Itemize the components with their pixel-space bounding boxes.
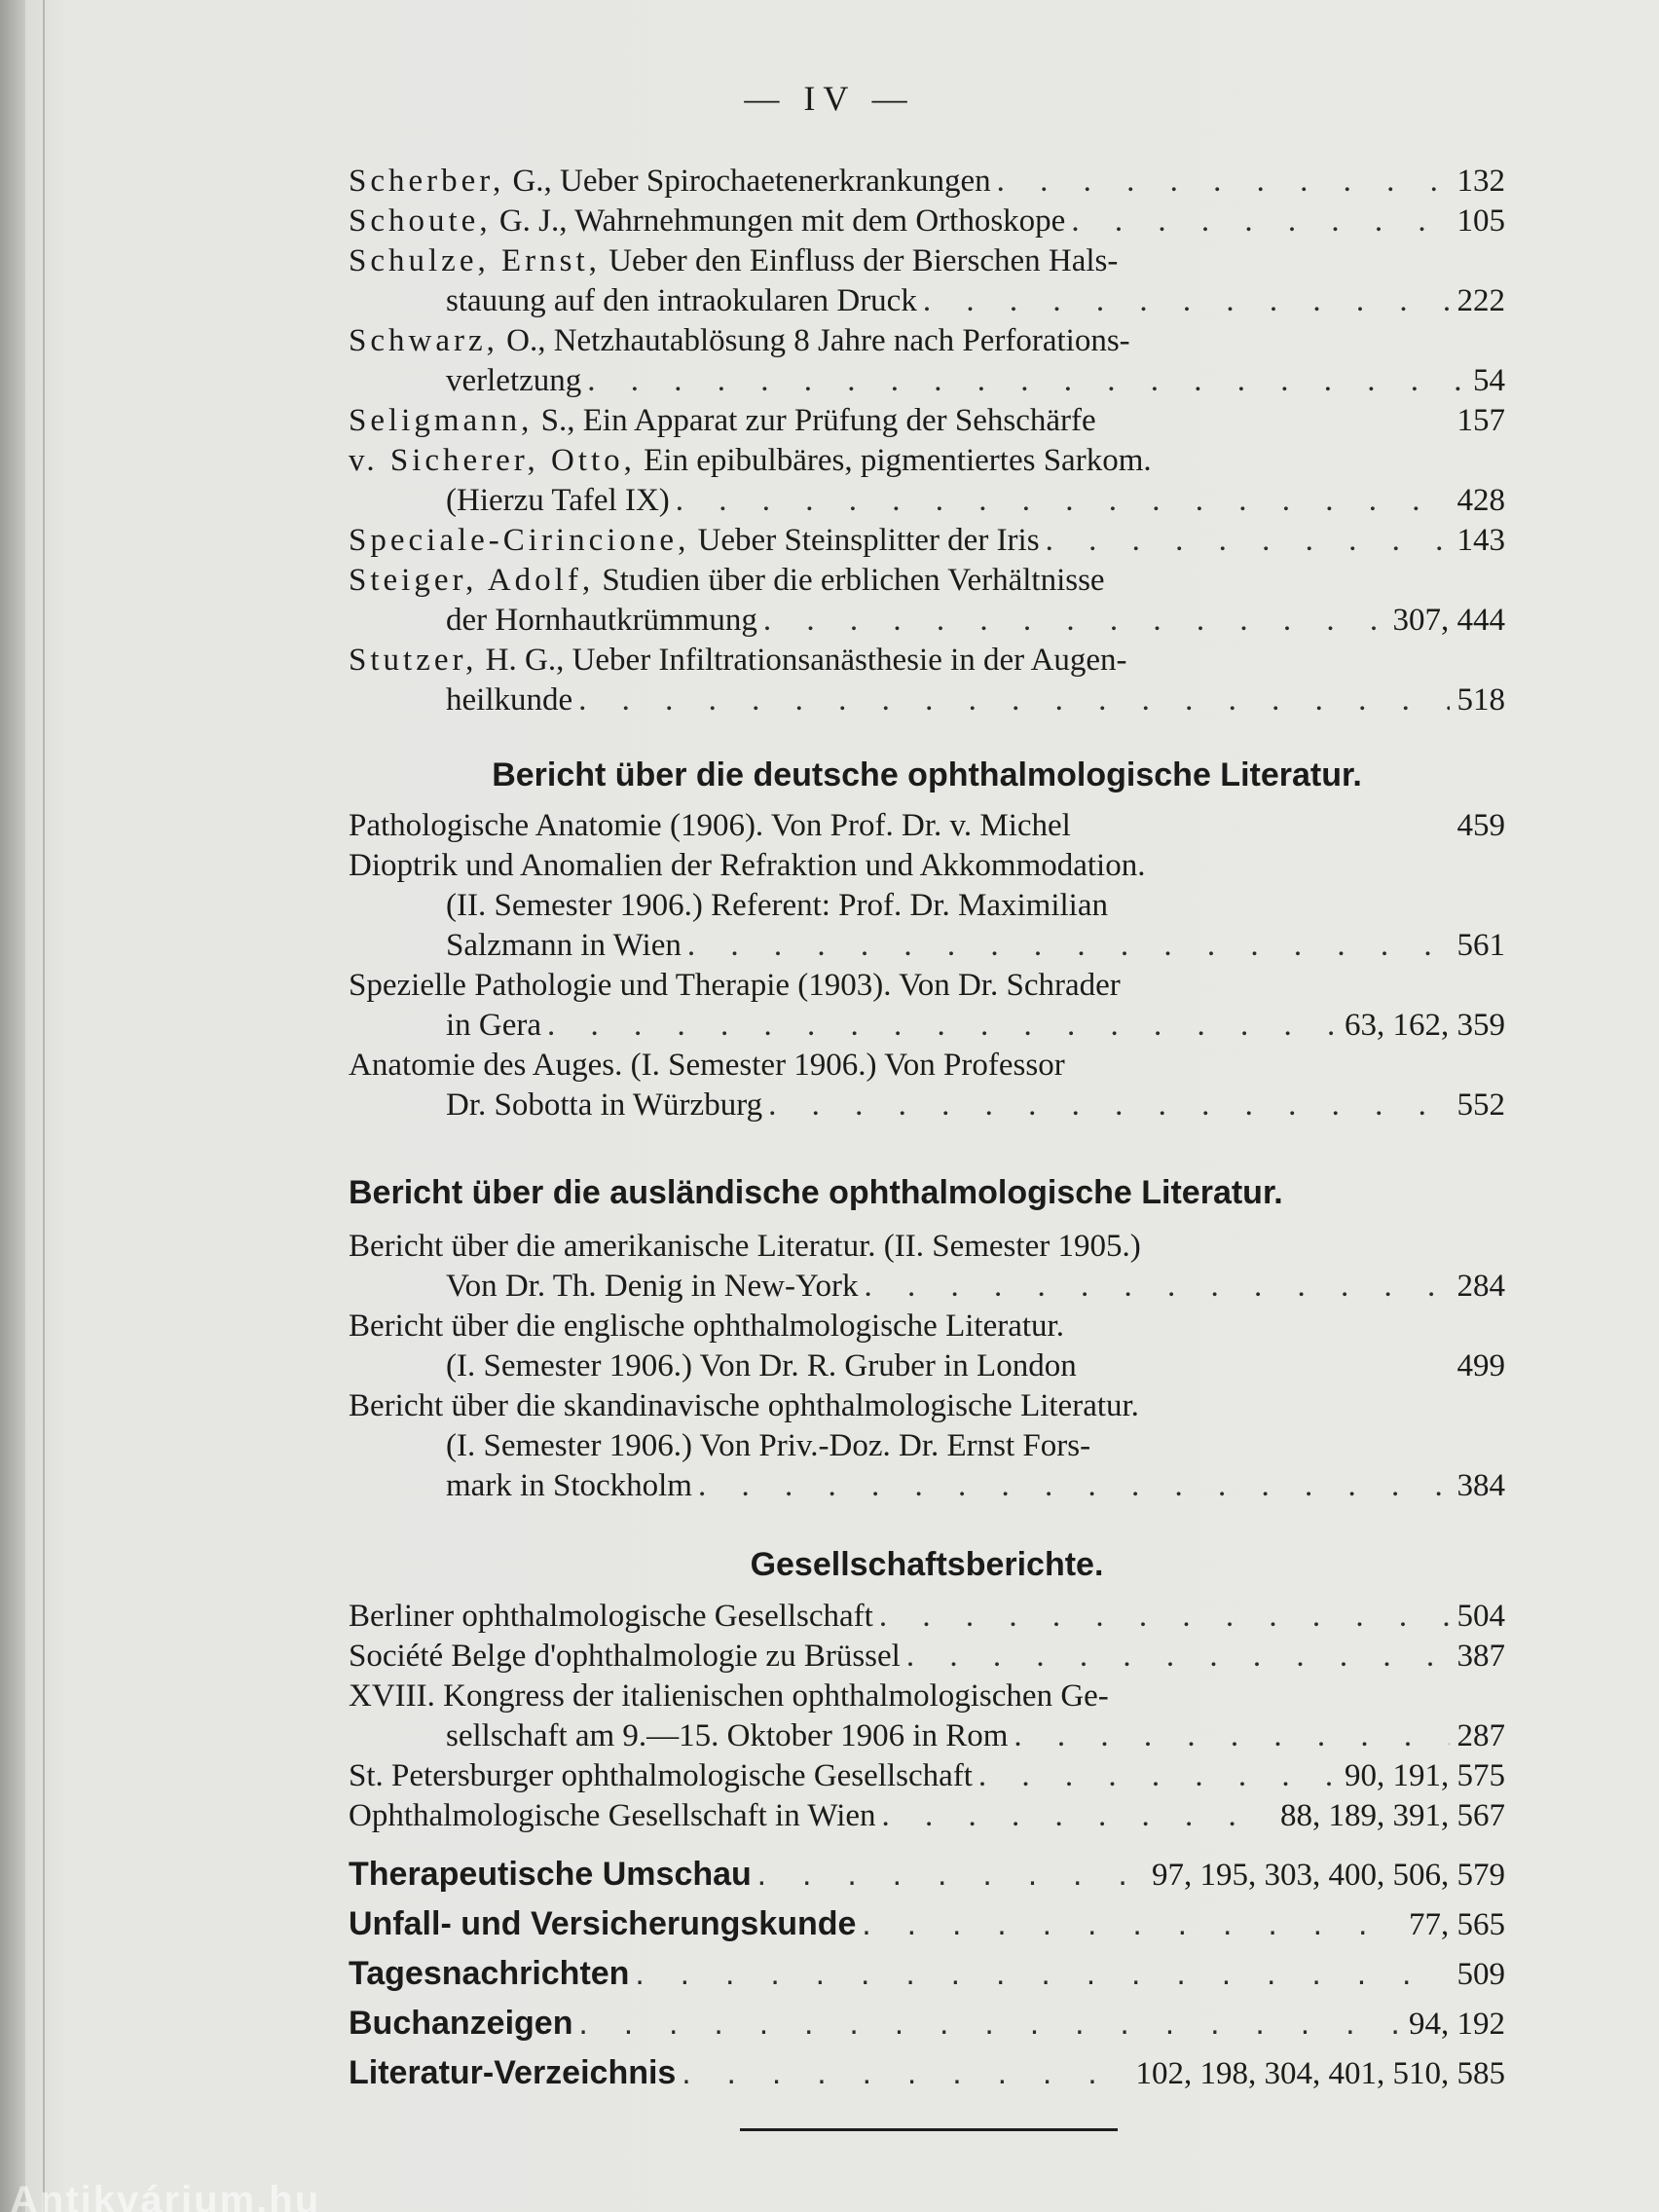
toc-line [349, 1006, 1505, 1046]
toc-line [349, 361, 1505, 401]
toc-entry [349, 1307, 1505, 1386]
toc-title-text: Von Dr. Th. Denig in New-York [446, 1269, 859, 1304]
dot-leader [762, 1086, 1449, 1125]
page-ref: 90, 191, 575 [1345, 1758, 1505, 1793]
toc-line [349, 521, 1505, 561]
toc-entry [349, 1999, 1505, 2048]
toc-entry [349, 1637, 1505, 1677]
toc-title [349, 641, 1127, 681]
toc-title-text: stauung auf den intraokularen Druck [446, 283, 917, 318]
toc-title [349, 1597, 873, 1637]
dot-leader [670, 481, 1450, 521]
toc-line [349, 641, 1505, 681]
toc-title-text: Dioptrik und Anomalien der Refraktion und Akkommodation. [349, 848, 1146, 883]
dot-leader [876, 1796, 1272, 1836]
toc-entry [349, 966, 1505, 1046]
toc-line [349, 1466, 1505, 1506]
toc-title [446, 1086, 762, 1125]
toc-title-text: St. Petersburger ophthalmologische Gesellschaft [349, 1758, 973, 1793]
toc-title [349, 1756, 973, 1796]
toc-entry [349, 846, 1505, 966]
page-ref: 504 [1456, 1599, 1505, 1634]
toc-line [349, 1086, 1505, 1125]
toc-line [349, 1426, 1505, 1466]
heading-deutsche-literatur: Bericht über die deutsche ophthalmologische Literatur. [492, 756, 1362, 793]
toc-title-text: Société Belge d'ophthalmologie zu Brüssel [349, 1639, 901, 1674]
toc-title [446, 1466, 692, 1506]
toc-entry [349, 202, 1505, 241]
dot-leader [873, 1597, 1450, 1637]
page-ref: 54 [1473, 363, 1505, 398]
toc-title [349, 1307, 1064, 1346]
page-ref: 105 [1456, 203, 1505, 239]
toc-title-text: mark in Stockholm [446, 1468, 692, 1503]
toc-line [349, 561, 1505, 601]
toc-title [349, 441, 1152, 481]
toc-author: Stutzer, [349, 643, 478, 678]
toc-title-text: Studien über die erblichen Verhältnisse [594, 563, 1105, 598]
toc-author: v. Sicherer, Otto, [349, 443, 636, 478]
toc-title [349, 1046, 1065, 1086]
page-ref: 287 [1456, 1718, 1505, 1753]
toc-line [349, 1227, 1505, 1267]
heading-gesellschaftsberichte: Gesellschaftsberichte. [750, 1546, 1104, 1583]
page-ref: 518 [1456, 682, 1505, 718]
dot-leader [752, 1850, 1144, 1898]
page-ref: 428 [1456, 483, 1505, 518]
toc-title [349, 1900, 856, 1948]
dot-leader [1040, 521, 1450, 561]
dot-leader [859, 1267, 1450, 1307]
toc-title-text: (I. Semester 1906.) Von Priv.-Doz. Dr. Ernst Fors- [446, 1428, 1091, 1463]
toc-title-text: Bericht über die amerikanische Literatur. (II. Semester 1905.) [349, 1229, 1141, 1264]
toc-author: Schulze, Ernst, [349, 243, 601, 278]
toc-line [349, 886, 1505, 926]
toc-title-text: Pathologische Anatomie (1906). Von Prof. Dr. v. Michel [349, 808, 1071, 843]
page-ref: 102, 198, 304, 401, 510, 585 [1135, 2056, 1505, 2091]
toc-line [349, 1346, 1505, 1386]
toc-title [446, 601, 757, 641]
dot-leader [572, 681, 1449, 720]
toc-line [349, 1597, 1505, 1637]
toc-line [349, 601, 1505, 641]
toc-line [349, 162, 1505, 202]
page-ref: 88, 189, 391, 567 [1280, 1798, 1505, 1833]
toc-entry [349, 241, 1505, 321]
toc-title-text: Ophthalmologische Gesellschaft in Wien [349, 1798, 876, 1833]
toc-entry [349, 1227, 1505, 1307]
toc-line [349, 806, 1505, 846]
dot-leader [629, 1949, 1449, 1997]
toc-title [349, 1851, 752, 1899]
heading-auslaendische-literatur: Bericht über die ausländische ophthalmologische Literatur. [349, 1174, 1283, 1211]
toc-title-text: H. G., Ueber Infiltrationsanästhesie in der Augen- [477, 643, 1127, 678]
toc-entry [349, 401, 1505, 441]
toc-line [349, 321, 1505, 361]
toc-line [349, 681, 1505, 720]
toc-title-text: Salzmann in Wien [446, 928, 682, 963]
toc-entry [349, 1677, 1505, 1756]
toc-title-text: Ueber Steinsplitter der Iris [689, 523, 1040, 558]
toc-title-text: Anatomie des Auges. (I. Semester 1906.) Von Professor [349, 1048, 1065, 1083]
toc-title-text: der Hornhautkrümmung [446, 603, 757, 638]
toc-title-text: Literatur-Verzeichnis [349, 2054, 677, 2091]
gesellschaftsberichte-entries [349, 1597, 1505, 1836]
toc-title-text: Buchanzeigen [349, 2005, 573, 2042]
toc-title-text: (I. Semester 1906.) Von Dr. R. Gruber in London [446, 1348, 1077, 1383]
toc-title [349, 846, 1145, 886]
toc-entry [349, 1756, 1505, 1796]
page-ref: 561 [1456, 928, 1505, 963]
toc-title [349, 1796, 876, 1836]
watermark: Antikvárium.hu [10, 2179, 321, 2212]
toc-title [349, 2049, 676, 2097]
dot-leader [682, 926, 1450, 966]
closing-rule [740, 2128, 1118, 2131]
toc-title-text: Berliner ophthalmologische Gesellschaft [349, 1599, 873, 1634]
toc-title-text: Unfall- und Versicherungskunde [349, 1905, 857, 1942]
toc-author: Schoute, [349, 203, 492, 239]
toc-title-text: (Hierzu Tafel IX) [446, 483, 670, 518]
toc-line [349, 966, 1505, 1006]
dot-leader [757, 601, 1385, 641]
toc-line [349, 1046, 1505, 1086]
page-ref: 307, 444 [1392, 603, 1505, 638]
toc-title-text: Spezielle Pathologie und Therapie (1903). Von Dr. Schrader [349, 968, 1121, 1003]
page-ref: 157 [1456, 403, 1505, 438]
toc-title [349, 1227, 1141, 1267]
gutter-edge [43, 0, 45, 2212]
toc-title [349, 401, 1096, 441]
toc-title [446, 1426, 1090, 1466]
dot-leader [856, 1899, 1401, 1947]
toc-entry [349, 1386, 1505, 1506]
toc-title-text: G., Ueber Spirochaetenerkrankungen [504, 164, 991, 199]
dot-leader [692, 1466, 1450, 1506]
toc-author: Speciale-Cirincione, [349, 523, 690, 558]
page-ref: 499 [1456, 1348, 1505, 1383]
toc-line [349, 1386, 1505, 1426]
page-ref: 509 [1456, 1957, 1505, 1992]
toc-title [349, 162, 991, 202]
page-ref: 222 [1456, 283, 1505, 318]
toc-title [446, 481, 670, 521]
toc-entry [349, 1796, 1505, 1836]
toc-line [349, 202, 1505, 241]
page-ref: 387 [1456, 1639, 1505, 1674]
toc-line [349, 1850, 1505, 1899]
toc-author: Steiger, Adolf, [349, 563, 595, 598]
toc-entry [349, 806, 1505, 846]
toc-title [446, 926, 682, 966]
toc-line [349, 1637, 1505, 1677]
toc-title [349, 561, 1105, 601]
dot-leader [676, 2048, 1127, 2096]
toc-entry [349, 1597, 1505, 1637]
toc-entry [349, 1850, 1505, 1899]
toc-title [446, 1267, 859, 1307]
dot-leader [541, 1006, 1337, 1046]
page-ref: 384 [1456, 1468, 1505, 1503]
toc-entry [349, 561, 1505, 641]
toc-title-text: Ein epibulbäres, pigmentiertes Sarkom. [635, 443, 1152, 478]
toc-author: Seligmann, [349, 403, 534, 438]
toc-title-text: (II. Semester 1906.) Referent: Prof. Dr. Maximilian [446, 888, 1108, 923]
toc-title [446, 1346, 1077, 1386]
toc-title [349, 2000, 572, 2047]
toc-title-text: G. J., Wahrnehmungen mit dem Orthoskope [491, 203, 1066, 239]
toc-line [349, 481, 1505, 521]
page-ref: 97, 195, 303, 400, 506, 579 [1152, 1858, 1505, 1893]
dot-leader [581, 361, 1465, 401]
toc-title [349, 321, 1130, 361]
toc-title [446, 361, 581, 401]
toc-title-text: Bericht über die skandinavische ophthalmologische Literatur. [349, 1388, 1139, 1423]
toc-title [349, 1950, 629, 1998]
toc-title-text: sellschaft am 9.—15. Oktober 1906 in Rom [446, 1718, 1009, 1753]
toc-title [349, 1637, 901, 1677]
toc-line [349, 401, 1505, 441]
toc-line [349, 1796, 1505, 1836]
toc-entry [349, 1949, 1505, 1999]
toc-entry [349, 521, 1505, 561]
toc-title-text: XVIII. Kongress der italienischen ophthalmologischen Ge- [349, 1678, 1109, 1714]
book-gutter [0, 0, 25, 2212]
toc-entry [349, 1046, 1505, 1125]
toc-entry [349, 641, 1505, 720]
toc-title [446, 1006, 541, 1046]
toc-line [349, 1677, 1505, 1716]
toc-title-text: heilkunde [446, 682, 573, 718]
toc-title-text: Tagesnachrichten [349, 1955, 630, 1992]
toc-title [349, 1677, 1109, 1716]
toc-line [349, 1899, 1505, 1949]
toc-title [446, 1716, 1008, 1756]
toc-line [349, 281, 1505, 321]
toc-title-text: Bericht über die englische ophthalmologische Literatur. [349, 1309, 1064, 1344]
page-ref: 132 [1456, 164, 1505, 199]
dot-leader [1065, 202, 1449, 241]
toc-line [349, 1267, 1505, 1307]
toc-author: Scherber, [349, 164, 505, 199]
toc-title-text: O., Netzhautablösung 8 Jahre nach Perforations- [498, 323, 1130, 358]
toc-title-text: Therapeutische Umschau [349, 1856, 752, 1893]
toc-entry [349, 1899, 1505, 1949]
dot-leader [1008, 1716, 1449, 1756]
toc-title [349, 521, 1040, 561]
toc-title [446, 681, 572, 720]
dot-leader [917, 281, 1450, 321]
toc-line [349, 1716, 1505, 1756]
toc-title-text: in Gera [446, 1008, 542, 1043]
toc-title-text: Ueber den Einfluss der Bierschen Hals- [600, 243, 1119, 278]
page-ref: 94, 192 [1409, 2007, 1505, 2042]
toc-entry [349, 441, 1505, 521]
auslaendische-literatur-entries [349, 1227, 1505, 1506]
dot-leader [973, 1756, 1337, 1796]
toc-line [349, 1307, 1505, 1346]
toc-title [349, 202, 1065, 241]
toc-line [349, 846, 1505, 886]
toc-title-text: Dr. Sobotta in Würzburg [446, 1088, 763, 1123]
page-ref: 143 [1456, 523, 1505, 558]
toc-line [349, 2048, 1505, 2098]
dot-leader [901, 1637, 1450, 1677]
toc-entry [349, 162, 1505, 202]
toc-title-text: verletzung [446, 363, 582, 398]
page-number: — IV — [744, 79, 915, 118]
toc-title-text: S., Ein Apparat zur Prüfung der Sehschärfe [533, 403, 1096, 438]
toc-line [349, 926, 1505, 966]
deutsche-literatur-entries [349, 806, 1505, 1125]
author-entries [349, 162, 1505, 720]
toc-author: Schwarz, [349, 323, 498, 358]
page-ref: 77, 565 [1409, 1907, 1505, 1942]
page-ref: 63, 162, 359 [1345, 1008, 1505, 1043]
misc-sections [349, 1850, 1505, 2098]
page-ref: 284 [1456, 1269, 1505, 1304]
page-ref: 552 [1456, 1088, 1505, 1123]
toc-title [349, 241, 1118, 281]
dot-leader [572, 1999, 1401, 2046]
toc-entry [349, 321, 1505, 401]
toc-entry [349, 2048, 1505, 2098]
toc-title [446, 886, 1108, 926]
toc-title [446, 281, 917, 321]
toc-title [349, 1386, 1139, 1426]
dot-leader [991, 162, 1450, 202]
toc-title [349, 806, 1071, 846]
toc-line [349, 1999, 1505, 2048]
toc-title [349, 966, 1121, 1006]
toc-line [349, 441, 1505, 481]
page-ref: 459 [1456, 808, 1505, 843]
toc-line [349, 241, 1505, 281]
toc-line [349, 1949, 1505, 1999]
toc-line [349, 1756, 1505, 1796]
